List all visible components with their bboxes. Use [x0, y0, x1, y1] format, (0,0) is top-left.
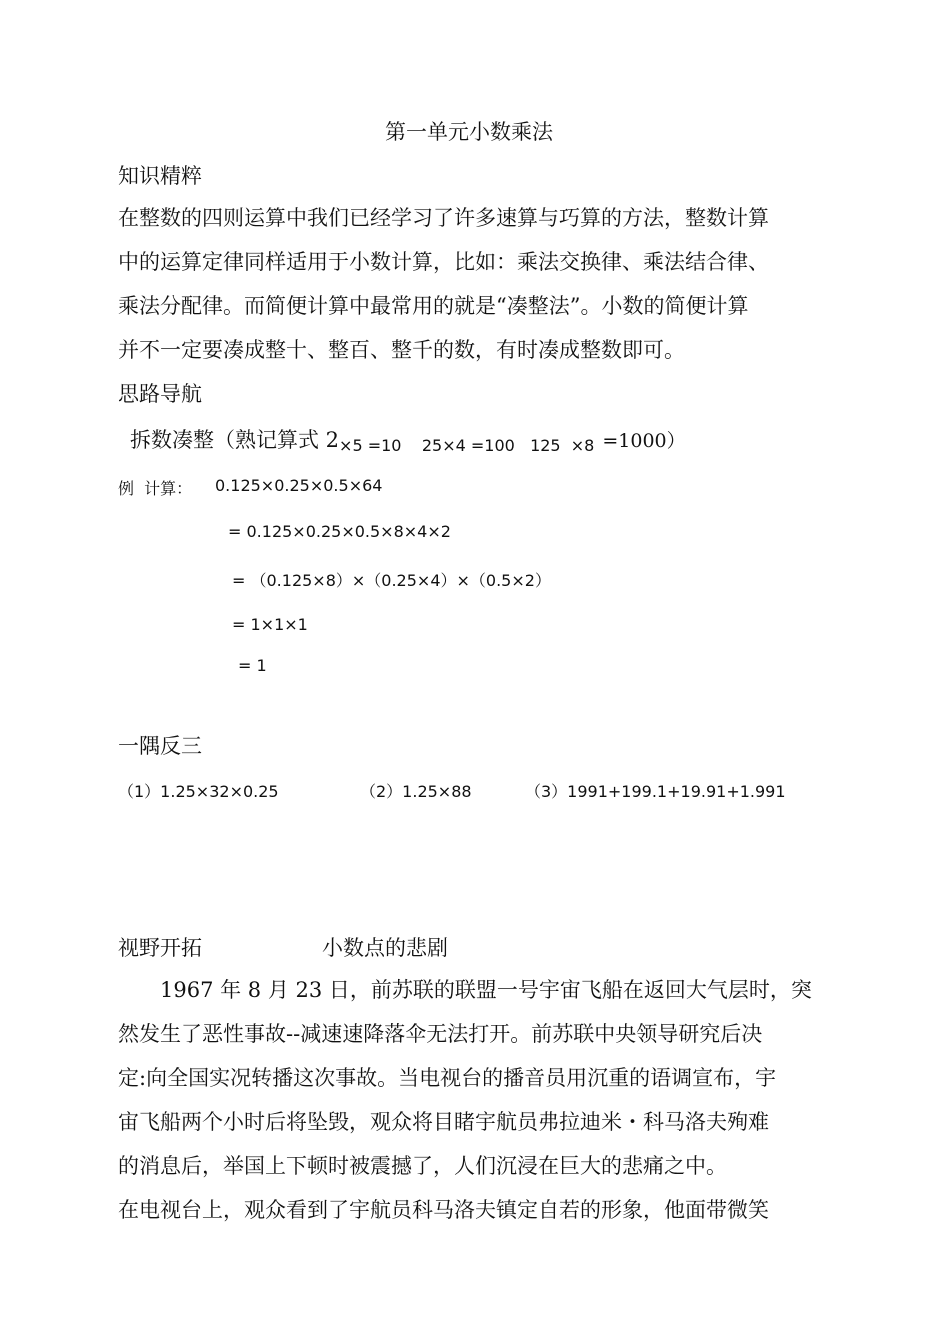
story-line: 1967 年 8 月 23 日，前苏联的联盟一号宇宙飞船在返回大气层时，突: [160, 978, 812, 1002]
practice-problem-1: （1）1.25×32×0.25: [118, 782, 279, 801]
story-title: 小数点的悲剧: [322, 936, 448, 960]
practice-heading: 一隅反三: [118, 734, 202, 758]
example-step: = （0.125×8）×（0.25×4）×（0.5×2）: [232, 571, 551, 590]
story-section-heading: 视野开拓: [118, 936, 202, 960]
knowledge-line: 并不一定要凑成整十、整百、整千的数，有时凑成整数即可。: [118, 338, 685, 362]
formula-mid: ×5 =10 25×4 =100 125 ×8: [339, 436, 595, 455]
guide-formula: [130, 424, 686, 454]
example-step: = 0.125×0.25×0.5×8×4×2: [228, 522, 451, 541]
knowledge-line: 乘法分配律。而简便计算中最常用的就是“凑整法”。小数的简便计算: [118, 294, 749, 318]
example-step: = 1: [238, 656, 267, 675]
knowledge-line: 在整数的四则运算中我们已经学习了许多速算与巧算的方法，整数计算: [118, 206, 769, 230]
knowledge-heading: 知识精粹: [118, 164, 202, 188]
example-label: 例 计算：: [118, 479, 193, 498]
story-line: 的消息后，举国上下顿时被震撼了，人们沉浸在巨大的悲痛之中。: [118, 1154, 727, 1178]
example-step: = 1×1×1: [232, 615, 308, 634]
guide-heading: 思路导航: [118, 382, 202, 406]
story-line: 宙飞船两个小时后将坠毁，观众将目睹宇航员弗拉迪米・科马洛夫殉难: [118, 1110, 769, 1134]
story-line: 然发生了恶性事故--减速速降落伞无法打开。前苏联中央领导研究后决: [118, 1022, 763, 1046]
example-expression: 0.125×0.25×0.5×64: [215, 476, 383, 495]
practice-problem-2: （2）1.25×88: [360, 782, 472, 801]
story-paragraph-2: 在电视台上，观众看到了宇航员科马洛夫镇定自若的形象，他面带微笑: [118, 1198, 769, 1222]
page-title: 第一单元小数乘法: [385, 120, 553, 144]
story-line: 定:向全国实况转播这次事故。当电视台的播音员用沉重的语调宣布，宇: [118, 1066, 777, 1090]
knowledge-line: 中的运算定律同样适用于小数计算，比如：乘法交换律、乘法结合律、: [118, 250, 769, 274]
formula-suffix: =1000）: [602, 430, 686, 452]
story-paragraph-1: [118, 968, 833, 1188]
knowledge-paragraph: [118, 196, 833, 372]
formula-prefix: 拆数凑整（熟记算式 2: [130, 428, 340, 452]
practice-problem-3: （3）1991+199.1+19.91+1.991: [525, 782, 786, 801]
